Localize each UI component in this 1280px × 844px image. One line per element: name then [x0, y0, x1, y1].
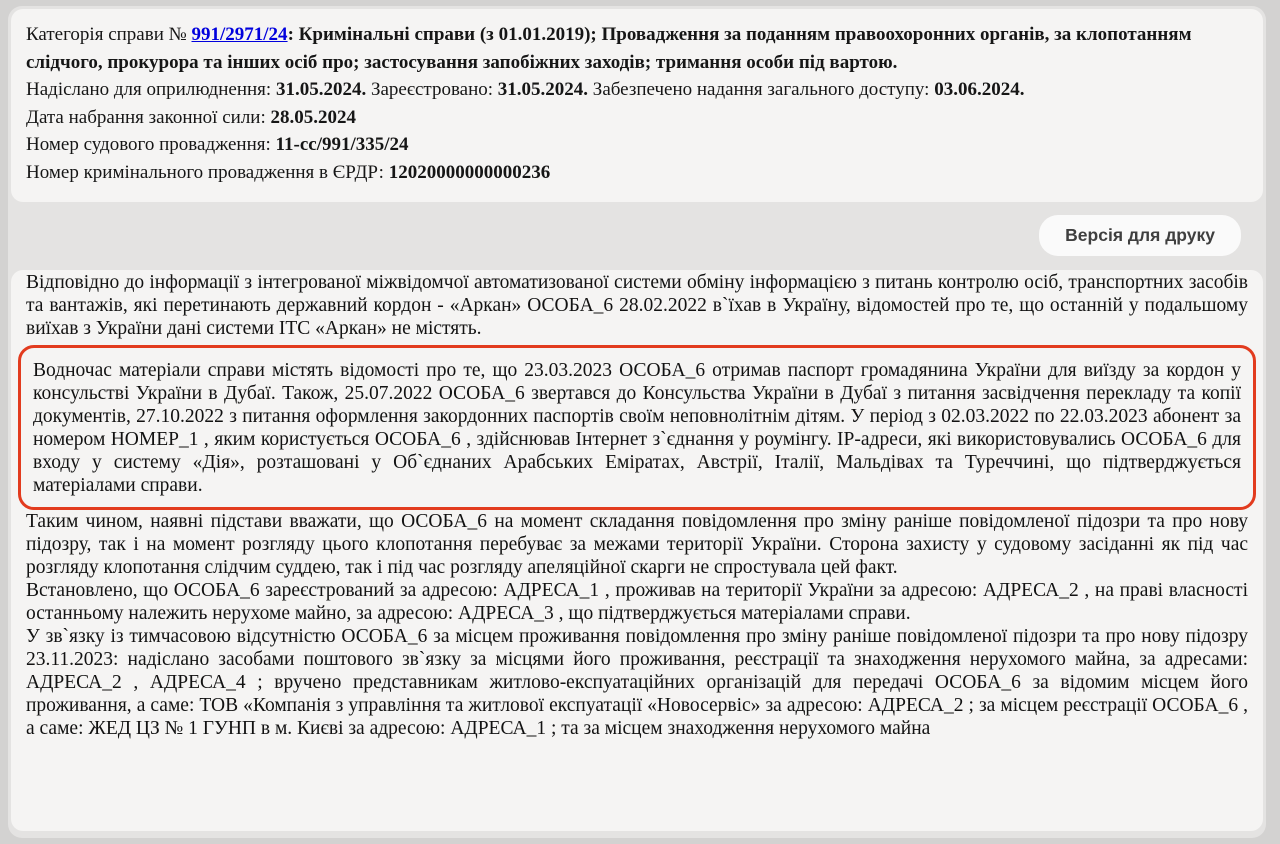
publication-dates-line — [26, 76, 1243, 104]
case-header-card — [11, 9, 1263, 202]
legal-force-label: Дата набрання законної сили: — [26, 106, 271, 128]
document-panel — [8, 6, 1266, 838]
decision-paragraph-highlighted: Водночас матеріали справи містять відомості про те, що 23.03.2023 ОСОБА_6 отримав паспорт громадянина України для виїзду за кордон у консульстві України в Дубаї. Також, 25.07.2022 ОСОБА_6 звертався до Консульства України в Дубаї з питання засвідчення перекладу та копії документів, 27.10.2022 з питання оформлення закордонних паспортів своїм неповнолітнім дітям. У період з 02.03.2022 по 22.03.2023 абонент за номером НОМЕР_1 , яким користується ОСОБА_6 , здійснював Інтернет з`єднання у роумінгу. ІР-адреси, які використовувались ОСОБА_6 для входу у систему «Дія», розташовані у Об`єднаних Арабських Еміратах, Австрії, Італії, Мальдівах та Туреччині, що підтверджується матеріалами справи. — [33, 359, 1241, 496]
case-category-line — [26, 21, 1243, 76]
case-category-value: : Кримінальні справи (з 01.01.2019); Провадження за поданням правоохоронних органів, за клопотанням слідчого, прокурора та інших осіб про; застосування запобіжних заходів; тримання особи під вартою. — [26, 24, 1192, 73]
access-label: Забезпечено надання загального доступу: — [588, 79, 935, 101]
case-category-label: Категорія справи № — [26, 24, 192, 45]
decision-text-card — [11, 270, 1263, 831]
highlight-box — [18, 345, 1256, 510]
court-proceeding-number: 11-сс/991/335/24 — [275, 134, 409, 156]
decision-paragraph: Відповідно до інформації з інтегрованої міжвідомчої автоматизованої системи обміну інформацією з питань контролю осіб, транспортних засобів та вантажів, які перетинають державний кордон - «Аркан» ОСОБА_6 28.02.2022 в`їхав в Україну, відомостей про те, що останній у подальшому виїхав з України дані системи ІТС «Аркан» не містять. — [26, 271, 1248, 339]
decision-paragraph: У зв`язку із тимчасовою відсутністю ОСОБА_6 за місцем проживання повідомлення про зміну раніше повідомленої підозри та про нову підозру 23.11.2023: надіслано засобами поштового зв`язку за місцями його проживання, реєстрації та знаходження нерухомого майна, за адресами: АДРЕСА_2 , АДРЕСА_4 ; вручено представникам житлово-експуатаційних організацій для передачі ОСОБА_6 за відомим місцем його проживання, а саме: ТОВ «Компанія з управління та житлової експуатації «Новосервіс» за адресою: АДРЕСА_2 ; за місцем реєстрації ОСОБА_6 , а саме: ЖЕД ЦЗ № 1 ГУНП в м. Києві за адресою: АДРЕСА_1 ; та за місцем знаходження нерухомого майна — [26, 625, 1248, 739]
erdr-number: 12020000000000236 — [388, 161, 551, 183]
access-date: 03.06.2024. — [934, 79, 1025, 101]
erdr-line — [26, 159, 1243, 187]
decision-paragraph: Встановлено, що ОСОБА_6 зареєстрований за адресою: АДРЕСА_1 , проживав на території України за адресою: АДРЕСА_2 , на праві власності останньому належить нерухоме майно, за адресою: АДРЕСА_3 , що підтверджується матеріалами справи. — [26, 579, 1248, 624]
sent-date: 31.05.2024. — [275, 79, 367, 101]
court-proceeding-label: Номер судового провадження: — [26, 134, 276, 156]
registered-date: 31.05.2024. — [497, 79, 589, 101]
legal-force-date: 28.05.2024 — [270, 106, 356, 128]
print-version-button[interactable]: Версія для друку — [1039, 215, 1241, 256]
decision-paragraph: Таким чином, наявні підстави вважати, що ОСОБА_6 на момент складання повідомлення про зміну раніше повідомленої підозри та про нову підозру, так і на момент розгляду цього клопотання перебуває за межами території України. Сторона захисту у судовому засіданні як під час розгляду клопотання слідчим суддею, так і під час розгляду апеляційної скарги не спростувала цей факт. — [26, 510, 1248, 578]
legal-force-line — [26, 104, 1243, 132]
registered-label: Зареєстровано: — [366, 79, 498, 101]
toolbar-row — [11, 202, 1263, 270]
case-number-link[interactable]: 991/2971/24 — [191, 24, 288, 45]
sent-label: Надіслано для оприлюднення: — [26, 79, 276, 101]
court-proceeding-line — [26, 131, 1243, 159]
erdr-label: Номер кримінального провадження в ЄРДР: — [26, 161, 389, 183]
